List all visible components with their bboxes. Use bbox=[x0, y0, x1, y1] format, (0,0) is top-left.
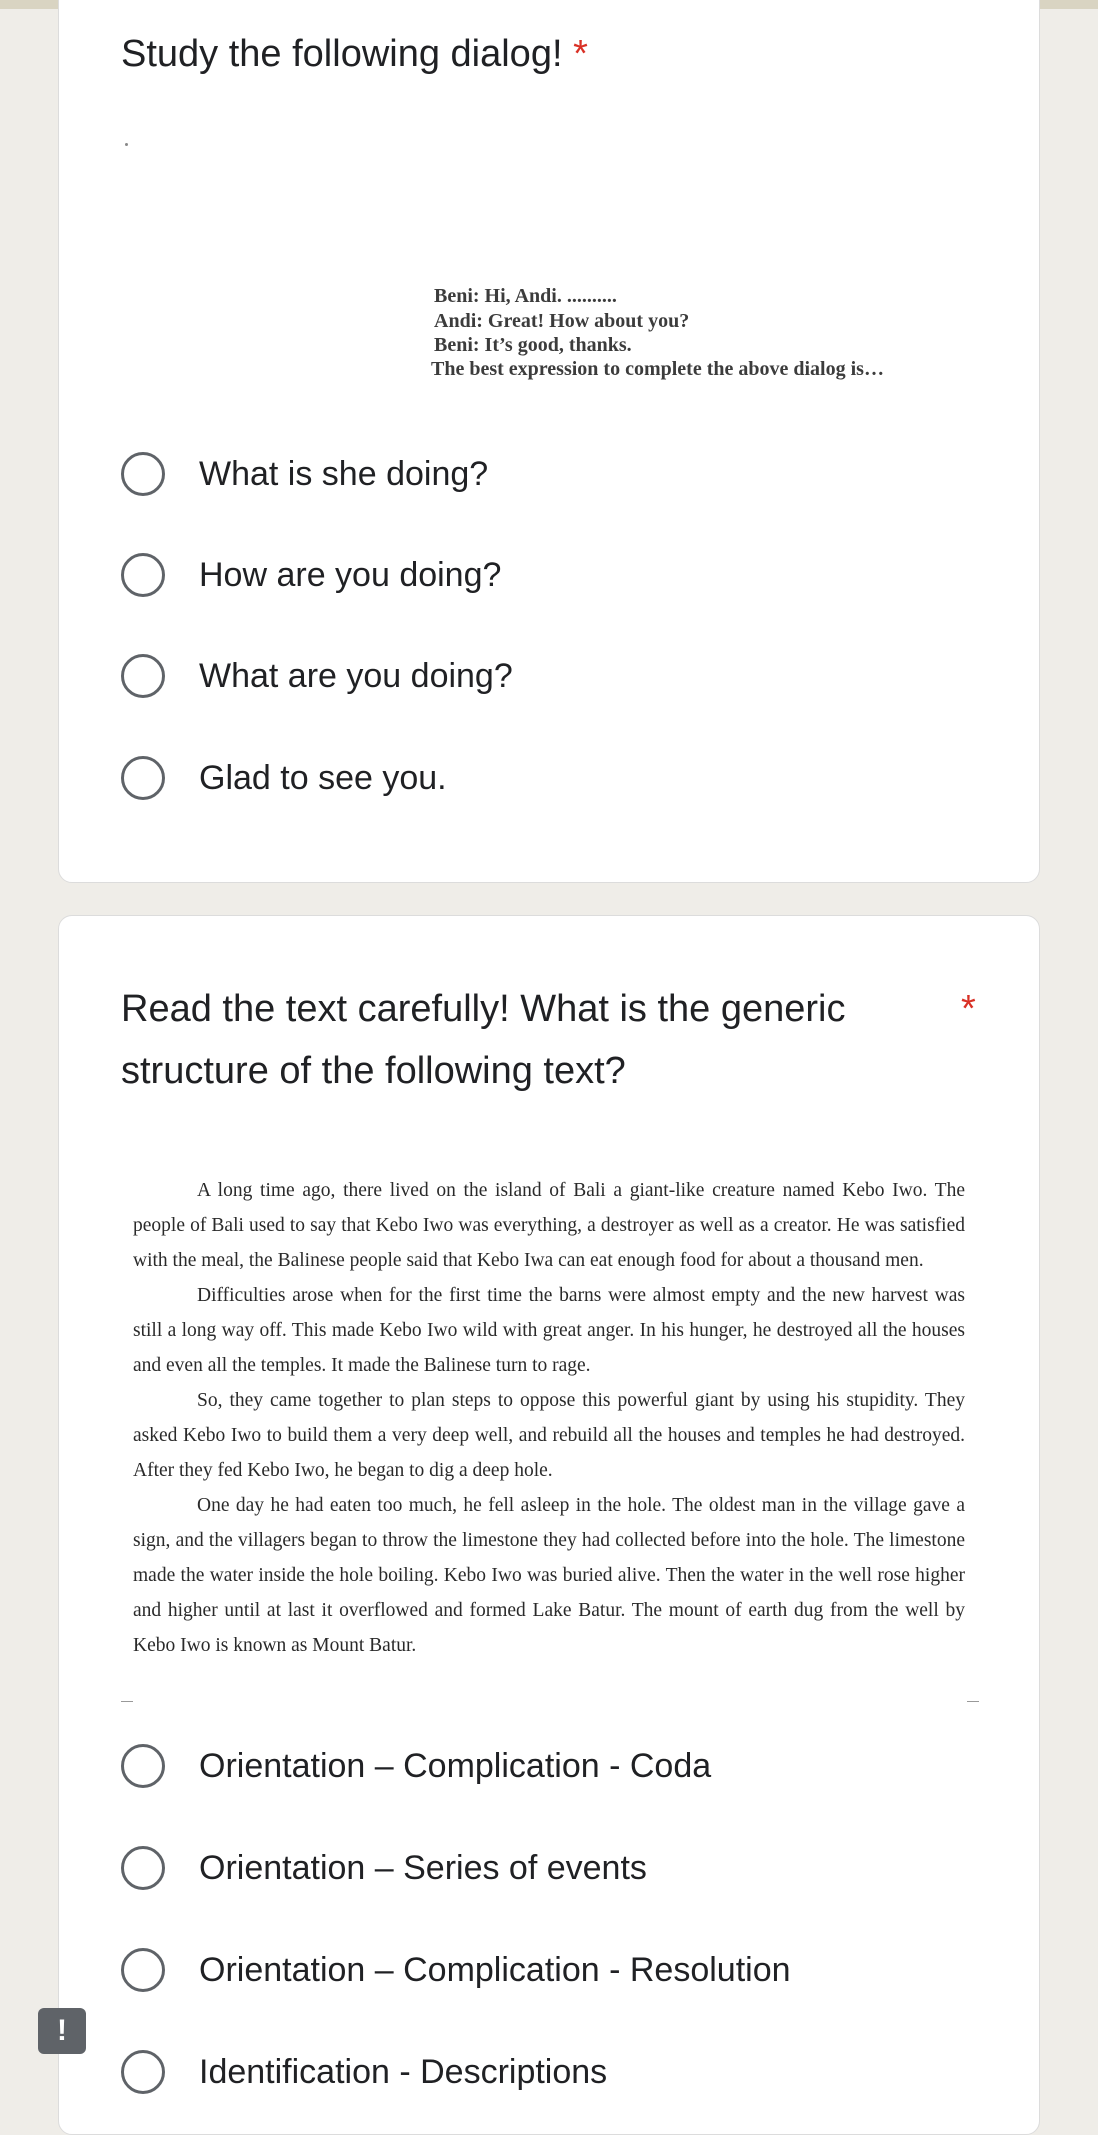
q1-option-4[interactable] bbox=[121, 748, 447, 808]
q1-option-3[interactable] bbox=[121, 646, 513, 706]
crop-mark-left bbox=[121, 1701, 133, 1702]
radio-button[interactable] bbox=[121, 2050, 165, 2094]
question-card-1 bbox=[58, 0, 1040, 883]
dialog-line-2: Andi: Great! How about you? bbox=[434, 310, 690, 332]
story-paragraph-1: A long time ago, there lived on the island of Bali a giant-like creature named Kebo Iwo. The people of Bali used to say that Kebo Iwo was everything, a destroyer as well as a creator. He was satisfied with the meal, the Balinese people said that Kebo Iwa can eat enough food for about a thousand men. bbox=[133, 1180, 965, 1271]
q1-option-4-label: Glad to see you. bbox=[199, 758, 447, 797]
question-2-title-line-1: Read the text carefully! What is the generic bbox=[121, 988, 846, 1030]
question-card-2 bbox=[58, 915, 1040, 2135]
q1-option-2[interactable] bbox=[121, 545, 501, 605]
question-1-title bbox=[121, 23, 588, 85]
q2-option-1-label: Orientation – Complication - Coda bbox=[199, 1746, 712, 1785]
radio-button[interactable] bbox=[121, 1948, 165, 1992]
q1-option-1-label: What is she doing? bbox=[199, 454, 489, 493]
q2-option-4-label: Identification - Descriptions bbox=[199, 2052, 608, 2091]
dialog-line-3: Beni: It’s good, thanks. bbox=[434, 334, 632, 356]
story-paragraph-3: So, they came together to plan steps to oppose this powerful giant by using his stupidity. They asked Kebo Iwo to build them a very deep well, and rebuild all the houses and temples he had destroyed. After they fed Kebo Iwo, he began to dig a deep hole. bbox=[133, 1390, 965, 1481]
dialog-prompt: The best expression to complete the above dialog is… bbox=[431, 358, 884, 380]
alert-icon[interactable]: ! bbox=[38, 2008, 86, 2054]
radio-button[interactable] bbox=[121, 452, 165, 496]
q1-option-1[interactable] bbox=[121, 444, 488, 504]
required-asterisk: * bbox=[961, 988, 976, 1030]
q1-option-2-label: How are you doing? bbox=[199, 555, 502, 594]
radio-button[interactable] bbox=[121, 1744, 165, 1788]
q2-option-2-label: Orientation – Series of events bbox=[199, 1848, 647, 1887]
required-asterisk: * bbox=[573, 33, 588, 75]
q2-option-3[interactable] bbox=[121, 1940, 791, 2000]
radio-button[interactable] bbox=[121, 756, 165, 800]
story-paragraph-4: One day he had eaten too much, he fell asleep in the hole. The oldest man in the village gave a sign, and the villagers began to throw the limestone they had collected before into the hole. The limestone made the water inside the hole boiling. Kebo Iwo was buried alive. Then the water in the well rose higher and higher until at last it overflowed and formed Lake Batur. The mount of earth dug from the well by Kebo Iwo is known as Mount Batur. bbox=[133, 1495, 965, 1656]
dialog-line-1: Beni: Hi, Andi. .......... bbox=[434, 285, 617, 307]
q2-option-2[interactable] bbox=[121, 1838, 647, 1898]
story-paragraph-2: Difficulties arose when for the first time the barns were almost empty and the new harvest was still a long way off. This made Kebo Iwo wild with great anger. In his hunger, he destroyed all the houses and even all the temples. It made the Balinese turn to rage. bbox=[133, 1285, 965, 1376]
q2-option-3-label: Orientation – Complication - Resolution bbox=[199, 1950, 791, 1989]
q1-option-3-label: What are you doing? bbox=[199, 656, 513, 695]
crop-mark-right bbox=[967, 1701, 979, 1702]
question-1-title-text: Study the following dialog! bbox=[121, 33, 563, 75]
radio-button[interactable] bbox=[121, 553, 165, 597]
story-text bbox=[133, 1173, 965, 1663]
question-2-title-line-2: structure of the following text? bbox=[121, 1050, 626, 1092]
q2-option-4[interactable] bbox=[121, 2042, 607, 2102]
q2-option-1[interactable] bbox=[121, 1736, 711, 1796]
image-dot bbox=[125, 143, 128, 146]
radio-button[interactable] bbox=[121, 1846, 165, 1890]
radio-button[interactable] bbox=[121, 654, 165, 698]
